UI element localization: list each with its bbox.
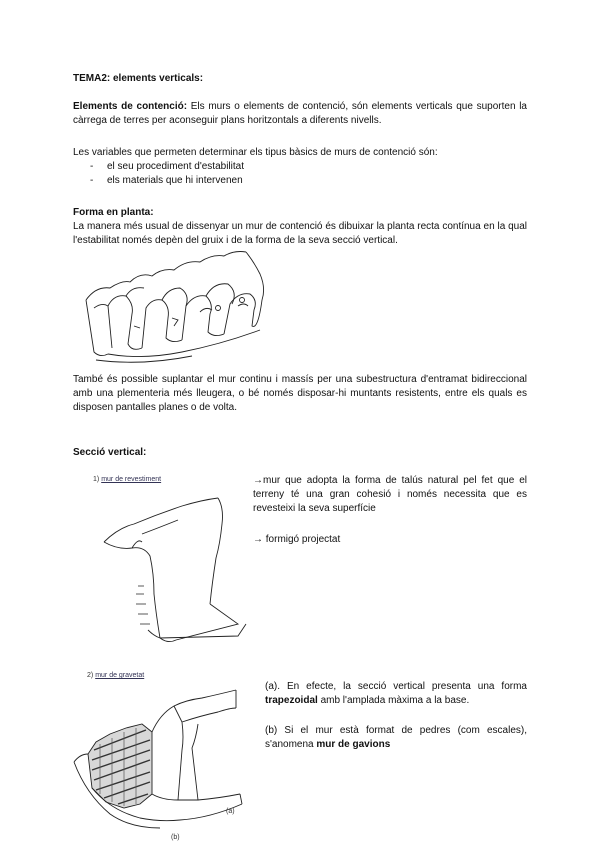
forma-planta-paragraph-1: La manera més usual de dissenyar un mur de contenció és dibuixar la planta recta contínua en la qual l'estabilitat només depèn del gruix i de la forma de la seva secció vertical. <box>73 221 527 246</box>
variables-list <box>90 160 244 188</box>
revetment-wall-figure <box>98 494 248 654</box>
list-item: - els materials que hi intervenen <box>90 175 243 186</box>
gravity-wall-figure <box>70 684 250 834</box>
intro-text: Els murs o elements de contenció, són elements verticals que suporten la càrrega de terres per aconseguir plans horitzontals a diferents nivells. <box>73 101 527 126</box>
fig2-text-a: (a). En efecte, la secció vertical presenta una forma trapezoidal amb l'amplada màxima a la base. <box>265 681 527 706</box>
page-title: TEMA2: elements verticals: <box>73 73 204 84</box>
plan-wall-figure <box>82 248 282 366</box>
intro-paragraph <box>73 100 527 128</box>
fig2-caption: 2) mur de gravetat <box>87 672 145 679</box>
forma-planta-heading: Forma en planta: <box>73 207 154 218</box>
fig2-label-b: (b) <box>171 834 180 841</box>
intro-lead: Elements de contenció: <box>73 101 188 112</box>
fig1-text: →mur que adopta la forma de talús natural pel fet que el terreny té una gran cohesió i només necessita que es revesteixi la seva superfície <box>253 475 527 514</box>
fig1-caption: 1) mur de revestiment <box>93 476 162 483</box>
seccio-vertical-heading: Secció vertical: <box>73 447 147 458</box>
fig1-note: → formigó projectat <box>253 534 341 545</box>
variables-text: Les variables que permeten determinar els tipus bàsics de murs de contenció són: <box>73 147 438 158</box>
gabion-block <box>88 724 152 808</box>
fig2-label-a: (a) <box>226 808 235 815</box>
forma-planta-paragraph-2: També és possible suplantar el mur continu i massís per una subestructura d'entramat bidireccional amb una plementeria més lleugera, o bé només disposar-hi muntants resistents, entre els quals es disposen pantalles planes o de volta. <box>73 374 527 413</box>
fig2-text-b: (b) Si el mur està format de pedres (com escales), s'anomena mur de gavions <box>265 725 527 750</box>
list-item: - el seu procediment d'estabilitat <box>90 161 244 172</box>
